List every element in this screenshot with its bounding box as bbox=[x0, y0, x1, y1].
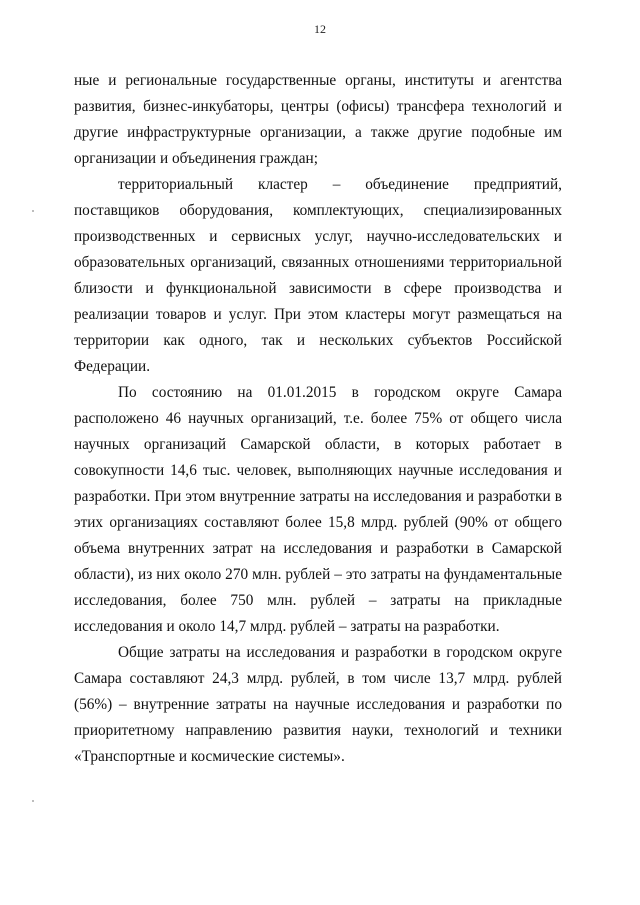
scan-margin-mark bbox=[32, 210, 34, 212]
paragraph-research-costs: Общие затраты на исследования и разработки в городском округе Самара составляют 24,3 млрд. рублей, в том числе 13,7 млрд. рублей (56%) – внутренние затраты на научные исследования и разработки по приоритетному направлению развития науки, технологий и техники «Транспортные и космические системы». bbox=[74, 644, 562, 765]
paragraph-cluster-definition: территориальный кластер – объединение предприятий, поставщиков оборудования, комплектующих, специализированных производственных и сервисных услуг, научно-исследовательских и образовательных организаций, связанных отношениями территориальной близости и функциональной зависимости в сфере производства и реализации товаров и услуг. При этом кластеры могут размещаться на территории как одного, так и нескольких субъектов Российской Федерации. bbox=[74, 176, 562, 375]
scan-margin-mark bbox=[32, 800, 34, 802]
paragraph-science-organizations: По состоянию на 01.01.2015 в городском округе Самара расположено 46 научных организаций, т.е. более 75% от общего числа научных организаций Самарской области, в которых работает в совокупности 14,6 тыс. человек, выполняющих научные исследования и разработки. При этом внутренние затраты на исследования и разработки в этих организациях составляют более 15,8 млрд. рублей (90% от общего объема внутренних затрат на исследования и разработки в Самарской области), из них около 270 млн. рублей – это затраты на фундаментальные исследования, более 750 млн. рублей – затраты на прикладные исследования и около 14,7 млрд. рублей – затраты на разработки. bbox=[74, 384, 562, 635]
document-body bbox=[74, 68, 562, 770]
paragraph-continuation: ные и региональные государственные органы, институты и агентства развития, бизнес-инкубаторы, центры (офисы) трансфера технологий и другие инфраструктурные организации, а также другие подобные им организации и объединения граждан; bbox=[74, 72, 562, 167]
page-number: 12 bbox=[314, 22, 326, 36]
